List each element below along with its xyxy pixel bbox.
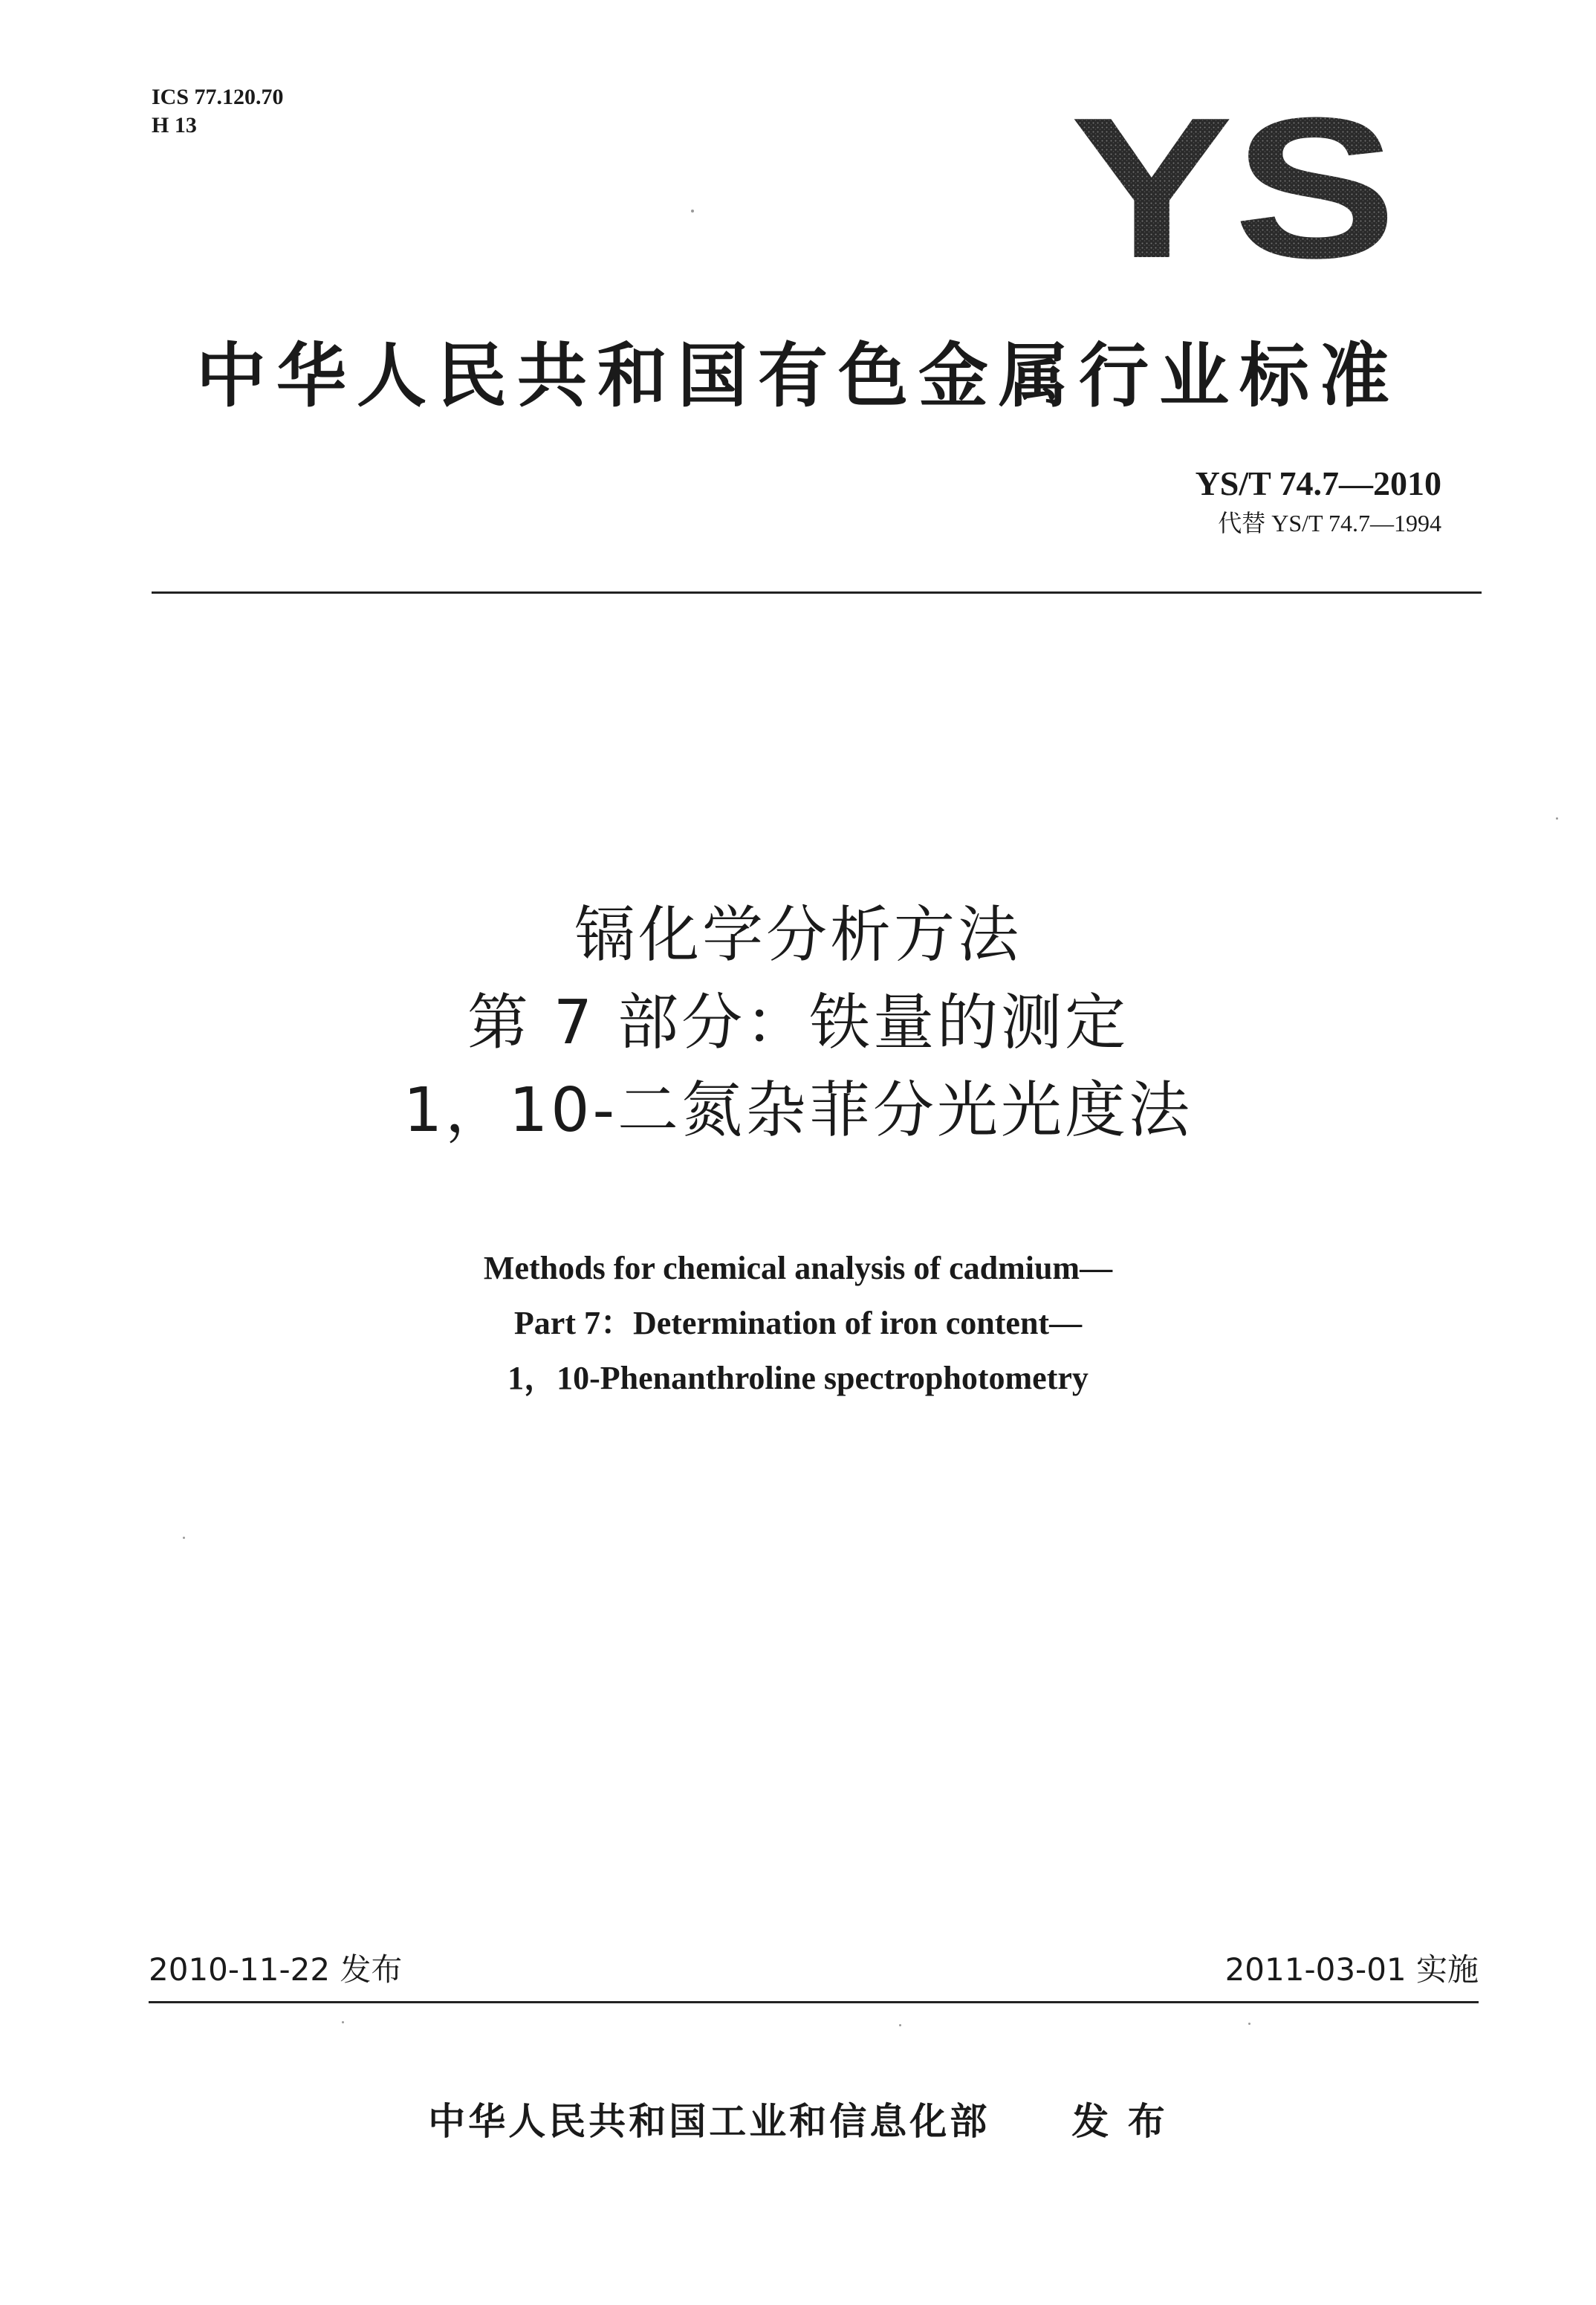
scan-speck xyxy=(1248,2023,1250,2025)
publish-date: 2010-11-22 发布 xyxy=(149,1951,403,1988)
category-code: H 13 xyxy=(152,113,197,137)
classification-codes xyxy=(152,83,284,140)
scan-speck xyxy=(1556,817,1558,820)
scan-speck xyxy=(342,2021,344,2023)
top-divider xyxy=(152,591,1482,594)
replaced-standard: 代替 YS/T 74.7—1994 xyxy=(1218,510,1441,536)
chinese-title-line: 第 7 部分：铁量的测定 xyxy=(467,988,1129,1058)
chinese-title xyxy=(0,892,1596,1155)
scan-speck xyxy=(691,210,694,213)
english-title-line: Part 7：Determination of iron content— xyxy=(513,1305,1083,1341)
english-title-line: 1，10-Phenanthroline spectrophotometry xyxy=(507,1360,1089,1396)
scan-speck xyxy=(899,2024,901,2026)
scan-speck xyxy=(183,1537,185,1539)
issuer-name: 中华人民共和国工业和信息化部 xyxy=(428,2100,990,2143)
org-title: 中华人民共和国有色金属行业标准 xyxy=(195,336,1400,417)
implement-date: 2011-03-01 实施 xyxy=(1224,1951,1479,1988)
ys-logo-text: YS xyxy=(1070,104,1397,268)
issuer-action: 发 布 xyxy=(1071,2100,1168,2143)
standard-number: YS/T 74.7—2010 xyxy=(1195,464,1441,502)
chinese-title-line: 镉化学分析方法 xyxy=(574,900,1022,970)
ys-logo xyxy=(1070,104,1397,268)
english-title xyxy=(0,1241,1596,1406)
ics-code: ICS 77.120.70 xyxy=(152,85,284,109)
chinese-title-line: 1，10-二氮杂菲分光光度法 xyxy=(403,1075,1193,1146)
standard-number-block xyxy=(1196,464,1441,539)
english-title-line: Methods for chemical analysis of cadmium— xyxy=(483,1250,1113,1286)
bottom-divider xyxy=(149,2001,1479,2003)
issuer xyxy=(0,2092,1596,2145)
